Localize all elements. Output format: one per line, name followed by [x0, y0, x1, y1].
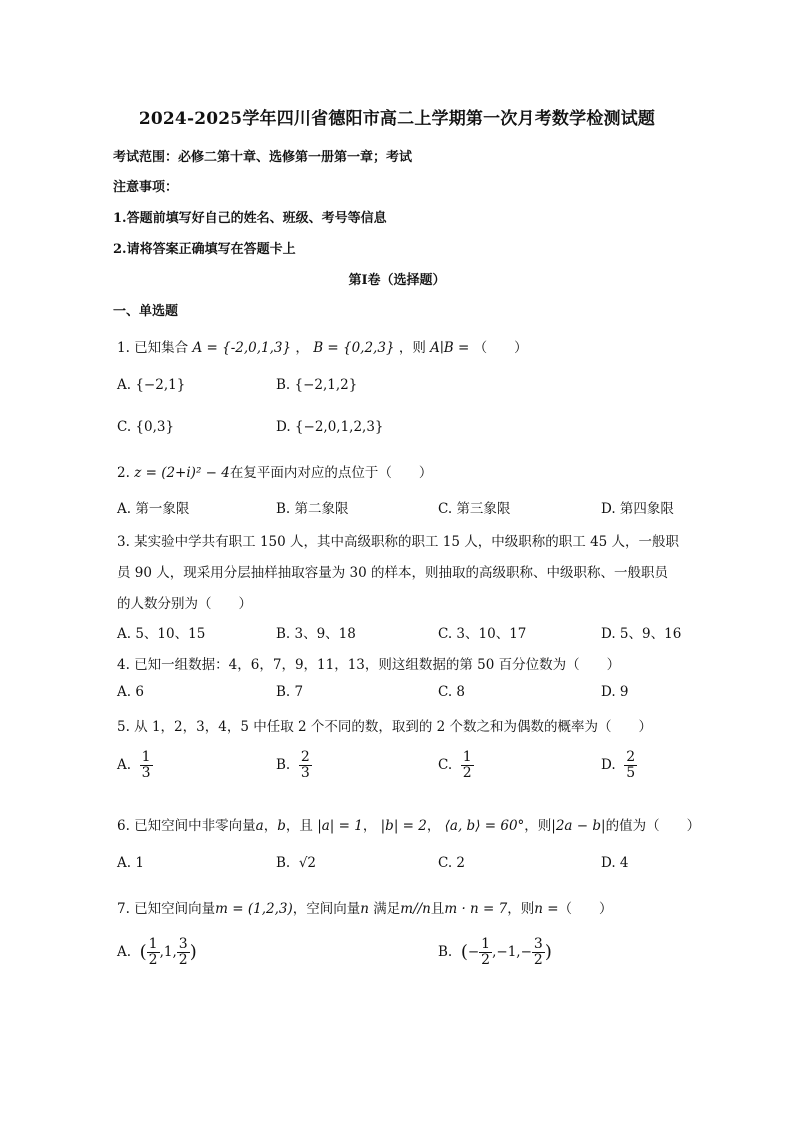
q7-cond-text: 满足 — [373, 901, 401, 917]
note-2: 2.请将答案正确填写在答题卡上 — [113, 242, 296, 257]
q1-option-a: A. {−2,1} — [117, 377, 186, 393]
q2-option-a: A. 第一象限 — [117, 501, 190, 517]
q6-expr: |2a − b| — [551, 818, 606, 834]
note-1: 1.答题前填写好自己的姓名、班级、考号等信息 — [113, 211, 387, 226]
q2-expr: z = (2+i)² − 4 — [134, 465, 230, 481]
q3-option-d: D. 5、9、16 — [601, 626, 682, 642]
exam-title: 2024-2025学年四川省德阳市高二上学期第一次月考数学检测试题 — [138, 109, 656, 129]
q2-text: 在复平面内对应的点位于（ ） — [229, 465, 433, 481]
q5-option-b-fraction: $\frac{2}{3}$ — [300, 749, 310, 781]
q7-m-expr: m = (1,2,3) — [215, 901, 293, 917]
q7-mid: ，空间向量 — [292, 901, 361, 917]
notes-heading: 注意事项： — [113, 180, 179, 195]
q6-ask: 的值为（ ） — [605, 818, 701, 834]
q1-prefix: 1. 已知集合 — [117, 340, 189, 356]
q3-option-b: B. 3、9、18 — [276, 626, 356, 642]
q6-option-b-label: B. — [276, 855, 291, 871]
q7-parallel: m//n — [400, 901, 431, 917]
q5-option-a-fraction: $\frac{1}{3}$ — [141, 749, 151, 781]
q3-line-3: 的人数分别为（ ） — [117, 596, 252, 612]
q6-option-b — [276, 855, 316, 871]
q6-vector-b: b — [277, 818, 286, 834]
q7-prefix: 7. 已知空间向量 — [117, 901, 216, 917]
question-2 — [117, 461, 432, 481]
part-title: 一、单选题 — [113, 304, 179, 319]
q3-option-a: A. 5、10、15 — [117, 626, 206, 642]
q5-option-a-label: A. — [117, 757, 132, 774]
q5-option-c-fraction: $\frac{1}{2}$ — [462, 749, 472, 781]
q5-option-a — [117, 750, 153, 780]
q6-option-d: D. 4 — [601, 855, 629, 871]
q3-line-2: 员 90 人，现采用分层抽样抽取容量为 30 的样本，则抽取的高级职称、中级职称、一般职员 — [117, 565, 669, 581]
q4-option-c: C. 8 — [438, 684, 466, 700]
q7-option-b-label: B. — [438, 944, 453, 961]
q2-prefix: 2. — [117, 465, 130, 481]
q6-then: ，则 — [524, 818, 552, 834]
q1-set-a: A = {-2,0,1,3} — [192, 340, 292, 356]
q6-prefix: 6. 已知空间中非零向量 — [117, 818, 256, 834]
q1-expr: A∣B = — [430, 340, 470, 356]
question-7 — [117, 897, 613, 917]
q1-option-b: B. {−2,1,2} — [276, 377, 358, 393]
exam-scope: 考试范围：必修二第十章、选修第一册第一章；考试 — [113, 150, 413, 165]
q6-option-a: A. 1 — [117, 855, 144, 871]
q6-option-c: C. 2 — [438, 855, 466, 871]
question-1: 1. 已知集合 A = {-2,0,1,3} ， B = {0,2,3} ，则 A∣B = （ ） — [117, 340, 528, 356]
q5-option-b-label: B. — [276, 757, 291, 774]
q2-option-c: C. 第三象限 — [438, 501, 511, 517]
q1-ask: ，则 — [398, 340, 426, 356]
q1-paren: （ ） — [473, 340, 528, 356]
question-4: 4. 已知一组数据：4，6，7，9，11，13，则这组数据的第 50 百分位数为（ ） — [117, 657, 621, 673]
q6-cond-3: ⟨a, b⟩ = 60° — [444, 818, 525, 834]
q1-option-d: D. {−2,0,1,2,3} — [276, 419, 384, 435]
q7-option-a-label: A. — [117, 944, 132, 961]
q7-option-b: B. (− $\frac{1}{2}$ ,−1,− $\frac{3}{2}$ ) — [438, 936, 552, 968]
q2-option-b: B. 第二象限 — [276, 501, 349, 517]
question-5: 5. 从 1，2，3，4，5 中任取 2 个不同的数，取到的 2 个数之和为偶数的概率为（ ） — [117, 719, 653, 735]
q5-option-d — [601, 750, 637, 780]
q6-cond-1: |a| = 1 — [317, 818, 363, 834]
q4-option-d: D. 9 — [601, 684, 629, 700]
q5-option-c-label: C. — [438, 757, 453, 774]
q3-option-c: C. 3、10、17 — [438, 626, 527, 642]
q5-option-c — [438, 750, 474, 780]
q4-option-a: A. 6 — [117, 684, 144, 700]
q5-option-d-label: D. — [601, 757, 616, 774]
question-6: 6. 已知空间中非零向量a，b，且 |a| = 1， |b| = 2， ⟨a, b⟩ = 60°，则|2a − b|的值为（ ） — [117, 818, 701, 834]
q6-cond-2: |b| = 2 — [380, 818, 427, 834]
q1-option-c: C. {0,3} — [117, 419, 175, 435]
q6-and: ，且 — [285, 818, 313, 834]
q7-then: ，则 — [507, 901, 535, 917]
q4-option-b: B. 7 — [276, 684, 304, 700]
q5-option-b — [276, 750, 312, 780]
q1-set-b: B = {0,2,3} — [313, 340, 395, 356]
q7-vector-n: n — [360, 901, 369, 917]
q6-option-b-value: √2 — [298, 855, 317, 871]
volume-title: 第Ⅰ卷（选择题） — [348, 273, 446, 288]
q7-and: 且 — [430, 901, 445, 917]
q2-option-d: D. 第四象限 — [601, 501, 674, 517]
q6-vector-a: a — [255, 818, 264, 834]
q5-option-d-fraction: $\frac{2}{5}$ — [626, 749, 636, 781]
q3-line-1: 3. 某实验中学共有职工 150 人，其中高级职称的职工 15 人，中级职称的职工 45 人，一般职 — [117, 534, 680, 550]
q7-n-eq: n = — [534, 901, 559, 917]
q7-option-a: A. ( $\frac{1}{2}$ ,1, $\frac{3}{2}$ ) — [117, 936, 197, 968]
q7-dot: m · n = 7 — [444, 901, 508, 917]
q7-paren: （ ） — [558, 901, 613, 917]
